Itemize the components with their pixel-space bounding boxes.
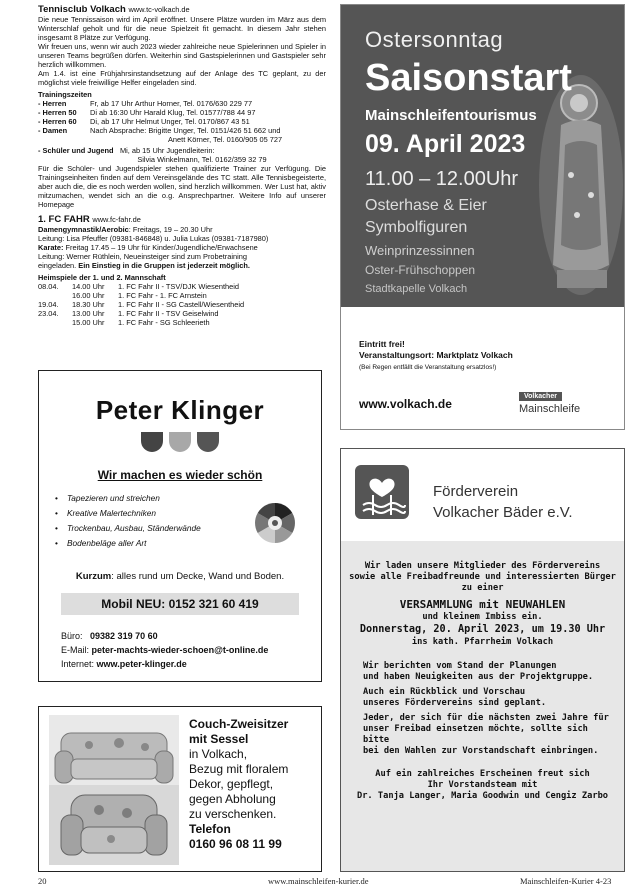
match-date	[38, 318, 72, 327]
madonna-figure-image	[531, 65, 624, 305]
karate-text: Freitag 17.45 – 19 Uhr für Kinder/Jugendliche/Erwachsene	[63, 243, 258, 252]
tennis-welcome: Wir freuen uns, wenn wir auch 2023 wieder zahlreiche neue Spielerinnen und Spieler in unseren Teams begrüßen dürfen. Weiterhin sind Gastspielerinnen und Gastspieler sehr herzlich willkommen.	[38, 42, 326, 69]
poster-venue: Veranstaltungsort: Marktplatz Volkach	[359, 350, 513, 360]
couch-photo	[49, 715, 179, 865]
klinger-contact	[61, 629, 268, 671]
service-item: • Bodenbeläge aller Art	[55, 536, 201, 551]
klinger-tagline	[39, 571, 321, 582]
couch-line: in Volkach,	[189, 747, 248, 761]
foerderverein-ad	[340, 448, 625, 872]
tennis-intro: Die neue Tennissaison wird im April eröffnet. Unsere Plätze wurden im März aus dem Winterschlaf geholt und für die neue Spielzeit fit gemacht. In diesem Jahr stehen insgesamt 8 Plätze zur Verfügung.	[38, 15, 326, 42]
fahr-url[interactable]: www.fc-fahr.de	[92, 215, 141, 224]
logo-tag: Volkacher	[519, 392, 562, 401]
poster-line: Osterhase & Eier	[365, 197, 487, 214]
fv-invite-line: und kleinem Imbiss ein.	[422, 612, 543, 622]
poster-rain-note: (Bei Regen entfällt die Veranstaltung ersatzlos!)	[359, 364, 497, 371]
fv-text-line: bei den Wahlen zur Vorstandschaft einbringen.	[363, 746, 599, 756]
training-text: Fr, ab 17 Uhr Arthur Horner, Tel. 0176/630 229 77	[90, 99, 253, 108]
office-label: Büro:	[61, 631, 83, 641]
match-date: 19.04.	[38, 300, 59, 309]
match-teams: 1. FC Fahr - 1. FC Arnstein	[118, 291, 207, 300]
karate-bold: Ein Einstieg in die Gruppen ist jederzeit möglich.	[76, 261, 250, 270]
match-row	[38, 291, 326, 300]
poster-line: Oster-Frühschoppen	[365, 263, 476, 277]
karate-inv: eingeladen.	[38, 261, 77, 270]
klinger-slogan: Wir machen es wieder schön	[97, 468, 263, 482]
match-date	[38, 291, 72, 300]
poster-saisonstart: Saisonstart	[365, 57, 572, 99]
home-games-heading: Heimspiele der 1. und 2. Mannschaft	[38, 273, 166, 282]
poster-info	[341, 307, 624, 429]
match-row	[38, 282, 326, 291]
tennis-title: Tennisclub Volkach	[38, 4, 126, 15]
fv-closing: Auf ein zahlreiches Erscheinen freut sich	[375, 769, 590, 779]
fv-title	[433, 481, 573, 523]
couch-line: gegen Abholung	[189, 792, 276, 806]
gym-text: : Freitags, 19 – 20.30 Uhr	[128, 225, 213, 234]
couch-ad	[38, 706, 322, 872]
training-text: Di ab 16:30 Uhr Harald Klug, Tel. 01577/788 44 97	[90, 108, 256, 117]
paint-cup-icon	[197, 432, 219, 452]
fv-invitation	[341, 541, 624, 871]
service-item: • Trockenbau, Ausbau, Ständerwände	[55, 521, 201, 536]
tennis-april: Am 1.4. ist eine Frühjahrsinstandsetzung auf der Anlage des TC geplant, zu der möglichst viele freiwillige Helfer eingeladen sind.	[38, 69, 326, 87]
training-row	[38, 108, 326, 117]
match-row	[38, 309, 326, 318]
youth-contact-cont: Silvia Winkelmann, Tel. 0162/359 32 79	[137, 155, 267, 164]
poster-tourismus: Mainschleifentourismus	[365, 107, 537, 124]
poster-admission	[359, 339, 513, 361]
email-link[interactable]: peter-machts-wieder-schoen@t-online.de	[91, 645, 269, 655]
web-label: Internet:	[61, 659, 95, 669]
fv-text-line: unser Freibad einsetzen möchte, sollte sich bitte	[363, 724, 588, 745]
easter-poster	[340, 4, 625, 430]
training-row	[38, 117, 326, 126]
fv-title-1: Förderverein	[433, 483, 519, 500]
training-label: - Herren 50	[38, 108, 77, 117]
klinger-mobile[interactable]: Mobil NEU: 0152 321 60 419	[61, 593, 299, 615]
couch-text	[189, 717, 317, 852]
match-time: 13.00 Uhr	[72, 309, 105, 318]
couch-tel[interactable]: 0160 96 08 11 99	[189, 837, 282, 851]
gym-line	[38, 225, 326, 234]
fv-place: ins kath. Pfarrheim Volkach	[411, 637, 554, 647]
training-text: Nach Absprache: Brigitte Unger, Tel. 0151/426 51 662 und	[90, 126, 281, 135]
match-teams: 1. FC Fahr II - TSV/DJK Wiesentheid	[118, 282, 240, 291]
logo-text: Mainschleife	[519, 403, 581, 415]
klinger-name: Peter Klinger	[95, 395, 265, 425]
service-item: • Tapezieren und streichen	[55, 491, 201, 506]
training-row	[38, 99, 326, 108]
klinger-services	[55, 491, 201, 551]
fv-header	[341, 449, 624, 541]
fv-date: Donnerstag, 20. April 2023, um 19.30 Uhr	[359, 624, 606, 635]
tagline-a: Kurzum	[75, 571, 112, 582]
fv-closing: Ihr Vorstandsteam mit	[427, 780, 538, 790]
karate-label: Karate:	[38, 243, 64, 252]
tagline-b: : alles rund um Decke, Wand und Boden.	[111, 571, 285, 582]
training-label: - Herren	[38, 99, 67, 108]
paint-cup-icon	[169, 432, 191, 452]
poster-ostersonntag: Ostersonntag	[365, 27, 504, 52]
match-time: 15.00 Uhr	[72, 318, 105, 327]
match-teams: 1. FC Fahr II - TSV Geiselwind	[118, 309, 219, 318]
email-line	[61, 643, 268, 657]
training-label: - Herren 60	[38, 117, 77, 126]
footer-site[interactable]: www.mainschleifen-kurier.de	[268, 876, 369, 886]
poster-url[interactable]: www.volkach.de	[359, 397, 452, 411]
youth-paragraph: Für die Schüler- und Jugendspieler stehen qualifizierte Trainer zur Verfügung. Die Trainingseinheiten finden auf dem Vereinsgelände des TC statt. Alle Tennisbegeisterte, aber auch die, die es noch werden wollen, sind herzlich willkommen. Wer Lust hat, aktiv mitzumachen, wendet sich an die o.g. Ansprechpartner. Weitere Info auf unserer Homepage	[38, 164, 326, 209]
fv-text-line: Jeder, der sich für die nächsten zwei Jahre für	[363, 713, 609, 723]
poster-date: 09. April 2023	[365, 130, 526, 158]
fv-board-names: Dr. Tanja Langer, Maria Goodwin und Cengiz Zarbo	[356, 791, 609, 801]
couch-title-1: Couch-Zweisitzer	[189, 717, 289, 731]
gym-lead: Leitung: Lisa Pfeuffer (09381-846848) u. Julia Lukas (09381-7187980)	[38, 234, 269, 243]
klinger-ad	[38, 370, 322, 682]
match-date: 23.04.	[38, 309, 59, 318]
fv-text-line: Wir berichten vom Stand der Planungen	[363, 661, 557, 671]
couch-line: Dekor, gepflegt,	[189, 777, 274, 791]
page-number: 20	[38, 876, 47, 886]
gym-label: Damengymnastik/Aerobic	[38, 225, 129, 234]
poster-line: Weinprinzessinnen	[365, 243, 475, 258]
match-time: 14.00 Uhr	[72, 282, 105, 291]
training-label: - Damen	[38, 126, 68, 135]
poster-line: Stadtkapelle Volkach	[365, 283, 468, 295]
match-time: 16.00 Uhr	[72, 291, 105, 300]
paint-cup-icon	[141, 432, 163, 452]
match-teams: 1. FC Fahr II - SG Castell/Wiesentheid	[118, 300, 245, 309]
web-line	[61, 657, 268, 671]
karate-lead: Leitung: Werner Rüthlein, Neueinsteiger sind zum Probetraining	[38, 252, 247, 261]
training-text: Di, ab 17 Uhr Helmut Unger, Tel. 0170/867 43 51	[90, 117, 250, 126]
footer-issue: Mainschleifen-Kurier 4-23	[520, 876, 612, 886]
fv-invite-line: zu einer	[461, 583, 504, 593]
fv-text-line: und haben Neuigkeiten aus der Projektgruppe.	[363, 672, 594, 682]
fv-title-2: Volkacher Bäder e.V.	[433, 504, 573, 521]
office-phone[interactable]: 09382 319 70 60	[90, 631, 158, 641]
match-time: 18.30 Uhr	[72, 300, 105, 309]
youth-label: - Schüler und Jugend	[38, 146, 114, 155]
fv-invite-line: Wir laden unsere Mitglieder des Fördervereins	[364, 561, 601, 571]
fv-meeting-title: VERSAMMLUNG mit NEUWAHLEN	[399, 598, 566, 611]
fv-invite-line: sowie alle Freibadfreunde und interessierten Bürger	[349, 572, 616, 582]
editorial-column	[38, 4, 326, 327]
poster-time: 11.00 – 12.00Uhr	[365, 168, 519, 190]
service-item: • Kreative Malertechniken	[55, 506, 201, 521]
damen-contact-cont: Anett Körner, Tel. 0160/905 05 727	[168, 135, 283, 144]
youth-row	[38, 146, 326, 155]
fahr-title: 1. FC FAHR	[38, 214, 90, 225]
fahr-heading	[38, 214, 326, 225]
office-line	[61, 629, 268, 643]
tennis-url[interactable]: www.tc-volkach.de	[128, 5, 190, 14]
training-row	[38, 126, 326, 135]
match-row	[38, 300, 326, 309]
karate-line	[38, 243, 326, 252]
poster-banner	[341, 5, 624, 307]
youth-text: Mi, ab 15 Uhr Jugendleiterin:	[120, 146, 215, 155]
klinger-logo	[39, 432, 321, 452]
karate-invite	[38, 261, 326, 270]
poster-line: Symbolfiguren	[365, 219, 468, 236]
email-label: E-Mail:	[61, 645, 90, 655]
fv-text-line: unseres Fördervereins sind geplant.	[363, 698, 547, 708]
pool-heart-icon	[355, 465, 409, 525]
couch-title-2: mit Sessel	[189, 732, 249, 746]
fv-text-line: Auch ein Rückblick und Vorschau	[363, 687, 526, 697]
couch-line: zu verschenken.	[189, 807, 277, 821]
color-wheel-icon	[253, 501, 297, 545]
match-row	[38, 318, 326, 327]
volkacher-mainschleife-logo	[519, 385, 609, 415]
match-date: 08.04.	[38, 282, 59, 291]
web-link[interactable]: www.peter-klinger.de	[96, 659, 187, 669]
couch-line: Bezug mit floralem	[189, 762, 289, 776]
tennis-heading	[38, 4, 326, 15]
training-heading: Trainingszeiten	[38, 90, 92, 99]
match-teams: 1. FC Fahr - SG Schleerieth	[118, 318, 210, 327]
poster-free: Eintritt frei!	[359, 339, 405, 349]
couch-tel-label: Telefon	[189, 822, 231, 836]
